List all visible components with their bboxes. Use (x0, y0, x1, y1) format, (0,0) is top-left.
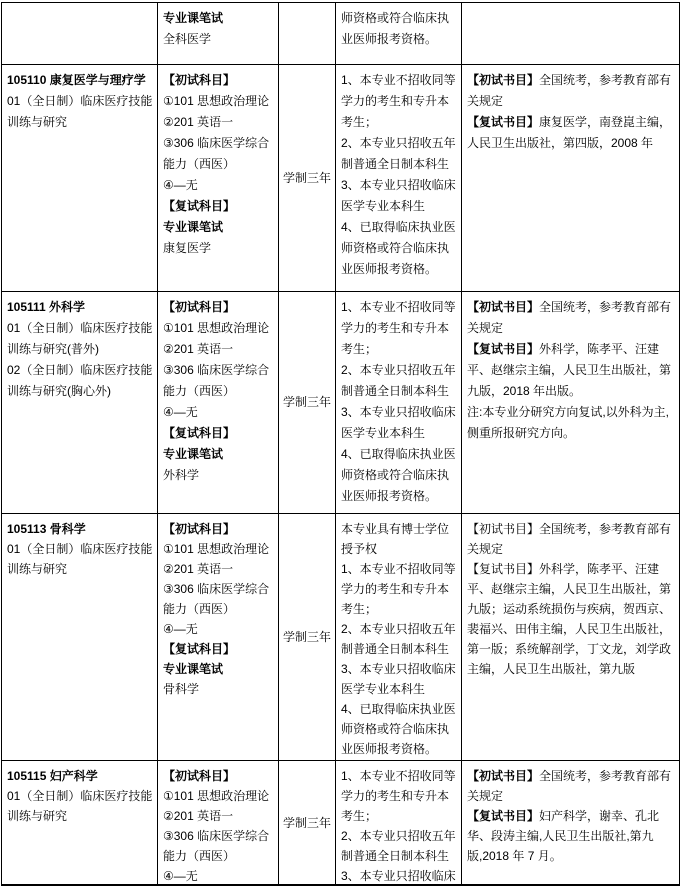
requirement-item: 2、本专业只招收五年制普通全日制本科生 (341, 136, 456, 171)
initial-books-text: 全国统考，参考教育部有关规定 (467, 769, 672, 803)
retest-books (467, 339, 675, 402)
requirements-list (341, 70, 457, 280)
retest-books-label: 【复试书目】 (467, 809, 540, 823)
retest-subject: 康复医学 (163, 241, 212, 255)
requirements-list (341, 519, 457, 759)
requirement-item: 2、本专业只招收五年制普通全日制本科生 (341, 622, 456, 656)
cell-exam-subjects (158, 514, 279, 761)
direction-item: 01（全日制）临床医疗技能训练与研究 (7, 542, 153, 576)
books-note: 注:本专业分研究方向复试,以外科为主,侧重所报研究方向。 (467, 405, 670, 440)
duration-text: 学制三年 (282, 815, 331, 830)
cell-reference-books (462, 761, 680, 886)
duration-text: 学制三年 (282, 395, 331, 409)
cell-exam-subjects (158, 65, 279, 292)
cell-requirements (336, 65, 462, 292)
initial-books (467, 297, 675, 339)
requirement-item: 1、本专业不招收同等学力的考生和专升本考生； (341, 73, 456, 129)
cell-duration (279, 292, 336, 514)
initial-books-label: 【初试书目】 (467, 73, 540, 87)
direction-item: 01（全日制）临床医疗技能训练与研究 (7, 789, 153, 823)
retest-type-label: 专业课笔试 (163, 447, 224, 461)
retest-subject: 外科学 (163, 468, 200, 482)
retest-books (467, 112, 675, 154)
initial-books-text: 全国统考，参考教育部有关规定 (467, 73, 672, 108)
initial-books-label: 【初试书目】 (467, 522, 540, 536)
initial-subjects-list (163, 91, 274, 196)
retest-books (467, 806, 675, 866)
cell-exam-subjects (158, 3, 279, 65)
requirement-item: 2、本专业只招收五年制普通全日制本科生 (341, 829, 456, 863)
retest-type-label: 专业课笔试 (163, 220, 224, 234)
requirement-item: 2、本专业只招收五年制普通全日制本科生 (341, 363, 456, 398)
cell-reference-books (462, 514, 680, 761)
retest-books-text: 妇产科学，谢幸、孔北华、段涛主编,人民卫生出版社,第九版,2018 年 7 月。 (467, 809, 660, 863)
requirement-item: 4、已取得临床执业医师资格或符合临床执业医师报考资格。 (341, 702, 456, 756)
exam-subject-item: ③306 临床医学综合能力（西医） (163, 363, 270, 398)
retest-type-label: 专业课笔试 (163, 662, 224, 676)
requirement-item: 4、已取得临床执业医师资格或符合临床执业医师报考资格。 (341, 220, 456, 276)
duration-text: 学制三年 (282, 170, 331, 185)
retest-subjects-label: 【复试科目】 (163, 199, 236, 213)
exam-subject-item: ①101 思想政治理论 (163, 789, 270, 803)
initial-books-text: 全国统考，参考教育部有关规定 (467, 300, 672, 335)
exam-subject-item: ③306 临床医学综合能力（西医） (163, 829, 270, 863)
cell-program (2, 514, 158, 761)
direction-item: 02（全日制）临床医疗技能训练与研究(胸心外) (7, 363, 153, 398)
initial-books (467, 519, 675, 559)
initial-subjects-list (163, 318, 274, 423)
retest-subject: 全科医学 (163, 32, 212, 46)
requirement-item: 1、本专业不招收同等学力的考生和专升本考生； (341, 562, 456, 616)
duration-text: 学制三年 (282, 630, 331, 644)
requirements-list (341, 8, 457, 50)
initial-subjects-label: 【初试科目】 (163, 73, 236, 87)
requirement-item: 3、本专业只招收临床 (341, 869, 456, 883)
directions-list (7, 539, 153, 579)
cell-duration (279, 761, 336, 886)
cell-duration (279, 514, 336, 761)
program-title: 105111 外科学 (7, 300, 86, 314)
exam-subject-item: ③306 临床医学综合能力（西医） (163, 136, 270, 171)
program-title: 105115 妇产科学 (7, 769, 98, 783)
exam-subject-item: ②201 英语一 (163, 562, 234, 576)
initial-books (467, 70, 675, 112)
cell-requirements (336, 514, 462, 761)
retest-books-text: 外科学，陈孝平、汪建平、赵继宗主编，人民卫生出版社，第九版；运动系统损伤与疾病，贺西京、裴福兴、田伟主编，人民卫生出版社，第一版；系统解剖学，丁文龙，刘学政主编，人民卫生出版社，第九版 (467, 562, 672, 676)
exam-subject-item: ④—无 (163, 622, 198, 636)
initial-subjects-label: 【初试科目】 (163, 300, 236, 314)
directions-list (7, 318, 153, 402)
cell-program (2, 292, 158, 514)
directions-list (7, 91, 153, 133)
requirement-item: 本专业具有博士学位授予权 (341, 522, 450, 556)
exam-subject-item: ③306 临床医学综合能力（西医） (163, 582, 270, 616)
exam-subject-item: ④—无 (163, 178, 198, 192)
exam-subject-item: ②201 英语一 (163, 115, 234, 129)
cell-duration (279, 3, 336, 65)
requirement-item: 4、已取得临床执业医师资格或符合临床执业医师报考资格。 (341, 447, 456, 503)
requirement-item: 3、本专业只招收临床医学专业本科生 (341, 178, 456, 213)
exam-subject-item: ①101 思想政治理论 (163, 542, 270, 556)
retest-books-text: 康复医学，南登崑主编，人民卫生出版社，第四版，2008 年 (467, 115, 672, 150)
cell-exam-subjects (158, 761, 279, 886)
initial-subjects-label: 【初试科目】 (163, 769, 236, 783)
requirement-item: 1、本专业不招收同等学力的考生和专升本考生； (341, 769, 456, 823)
requirement-item: 3、本专业只招收临床医学专业本科生 (341, 662, 456, 696)
requirement-item: 3、本专业只招收临床医学专业本科生 (341, 405, 456, 440)
exam-subject-item: ①101 思想政治理论 (163, 94, 270, 108)
initial-books-label: 【初试书目】 (467, 769, 540, 783)
cell-requirements (336, 3, 462, 65)
retest-books (467, 559, 675, 679)
cell-program (2, 3, 158, 65)
initial-subjects-list (163, 786, 274, 886)
retest-books-text: 外科学，陈孝平、汪建平、赵继宗主编，人民卫生出版社，第九版，2018 年出版。 (467, 342, 672, 398)
exam-subject-item: ①101 思想政治理论 (163, 321, 270, 335)
cell-reference-books (462, 65, 680, 292)
initial-books-label: 【初试书目】 (467, 300, 540, 314)
retest-subjects-label: 【复试科目】 (163, 642, 236, 656)
requirements-list (341, 297, 457, 507)
requirements-list (341, 766, 457, 886)
directions-list (7, 786, 153, 826)
direction-item: 01（全日制）临床医疗技能训练与研究 (7, 94, 153, 129)
retest-books-label: 【复试书目】 (467, 562, 540, 576)
exam-subject-item: ④—无 (163, 405, 198, 419)
retest-subject: 骨科学 (163, 682, 200, 696)
retest-books-label: 【复试书目】 (467, 342, 540, 356)
retest-books-label: 【复试书目】 (467, 115, 540, 129)
program-title: 105110 康复医学与理疗学 (7, 73, 146, 87)
requirement-item: 1、本专业不招收同等学力的考生和专升本考生； (341, 300, 456, 356)
cell-duration (279, 65, 336, 292)
initial-books-text: 全国统考，参考教育部有关规定 (467, 522, 672, 556)
initial-subjects-label: 【初试科目】 (163, 522, 236, 536)
retest-type-label: 专业课笔试 (163, 11, 224, 25)
cell-reference-books (462, 292, 680, 514)
cell-exam-subjects (158, 292, 279, 514)
initial-books (467, 766, 675, 806)
initial-subjects-list (163, 539, 274, 639)
cell-requirements (336, 292, 462, 514)
cell-requirements (336, 761, 462, 886)
exam-subject-item: ②201 英语一 (163, 809, 234, 823)
cell-program (2, 65, 158, 292)
requirement-item: 师资格或符合临床执业医师报考资格。 (341, 11, 450, 46)
cell-reference-books (462, 3, 680, 65)
program-table (1, 2, 680, 886)
retest-subjects-label: 【复试科目】 (163, 426, 236, 440)
cell-program (2, 761, 158, 886)
program-title: 105113 骨科学 (7, 522, 86, 536)
exam-subject-item: ④—无 (163, 869, 198, 883)
exam-subject-item: ②201 英语一 (163, 342, 234, 356)
direction-item: 01（全日制）临床医疗技能训练与研究(普外) (7, 321, 153, 356)
